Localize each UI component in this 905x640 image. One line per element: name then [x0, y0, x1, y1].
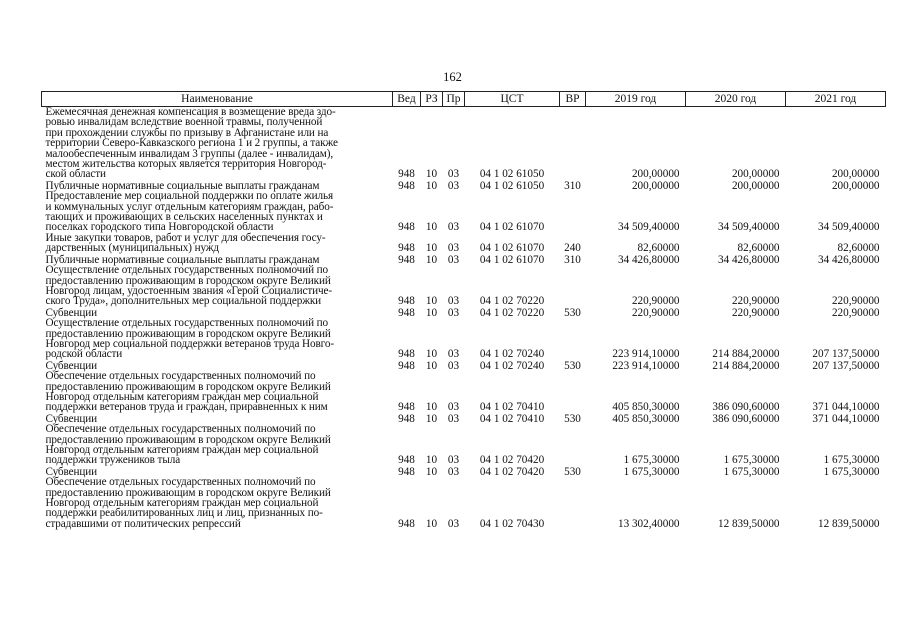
row-pr: 03 [447, 412, 460, 425]
table-body [42, 107, 886, 530]
row-2019: 34 509,40000 [617, 221, 680, 234]
row-name: Публичные нормативные социальные выплаты гражданам [45, 179, 320, 192]
row-2019: 200,00000 [631, 168, 680, 181]
row-vr: 530 [564, 306, 581, 319]
row-cst: 04 1 02 70410 [479, 401, 545, 414]
row-cst: 04 1 02 70220 [479, 306, 545, 319]
row-vr [560, 477, 586, 529]
table-row [42, 477, 886, 529]
table-row [42, 318, 886, 360]
row-name: Субвенции [45, 359, 98, 372]
row-ved: 948 [398, 412, 415, 425]
row-rz: 10 [425, 253, 438, 266]
row-name: Иные закупки товаров, работ и услуг для обеспечения госу- дарственных (муниципальных) нужд [45, 231, 326, 255]
row-2020: 386 090,60000 [712, 412, 780, 425]
row-2019: 223 914,10000 [612, 348, 680, 361]
table-row [42, 424, 886, 466]
row-vr: 530 [564, 359, 581, 372]
row-2020: 220,90000 [731, 295, 780, 308]
row-pr: 03 [447, 253, 460, 266]
row-cst: 04 1 02 70430 [479, 517, 545, 530]
row-2021: 200,00000 [831, 168, 880, 181]
row-2021: 12 839,50000 [817, 517, 880, 530]
row-rz: 10 [425, 295, 438, 308]
header-cst: ЦСТ [465, 92, 560, 107]
row-2019: 1 675,30000 [623, 465, 680, 478]
header-2021: 2021 год [786, 92, 886, 107]
row-2020: 82,60000 [737, 242, 780, 255]
row-ved: 948 [398, 179, 415, 192]
row-2020: 214 884,20000 [712, 359, 780, 372]
row-ved: 948 [398, 454, 415, 467]
row-cst: 04 1 02 70420 [479, 454, 545, 467]
row-cst: 04 1 02 70410 [479, 412, 545, 425]
header-name: Наименование [42, 92, 393, 107]
row-2021: 82,60000 [837, 242, 880, 255]
row-pr: 03 [447, 401, 460, 414]
row-cst: 04 1 02 61070 [479, 221, 545, 234]
row-2020: 34 509,40000 [717, 221, 780, 234]
row-vr [560, 265, 586, 307]
row-2019: 1 675,30000 [623, 454, 680, 467]
row-ved: 948 [398, 168, 415, 181]
row-vr [560, 191, 586, 233]
row-vr [560, 107, 586, 180]
row-rz: 10 [425, 359, 438, 372]
row-rz: 10 [425, 306, 438, 319]
row-2019: 34 426,80000 [617, 253, 680, 266]
row-2021: 1 675,30000 [823, 454, 880, 467]
row-pr: 03 [447, 168, 460, 181]
row-name: Обеспечение отдельных государственных полномочий по предоставлению проживающим в городском округе Великий Новгород отдельным категориям граждан мер социальной поддержки реабилитированных лиц и лиц, признанных по- страдавшими от политических репрессий [45, 476, 331, 530]
row-rz: 10 [425, 168, 438, 181]
row-2021: 34 509,40000 [817, 221, 880, 234]
row-pr: 03 [447, 295, 460, 308]
row-ved: 948 [398, 221, 415, 234]
row-pr: 03 [447, 242, 460, 255]
row-2020: 220,90000 [731, 306, 780, 319]
row-ved: 948 [398, 465, 415, 478]
row-ved: 948 [398, 306, 415, 319]
row-rz: 10 [425, 401, 438, 414]
row-pr: 03 [447, 465, 460, 478]
row-2021: 371 044,10000 [812, 401, 880, 414]
table-row [42, 265, 886, 307]
row-name: Осуществление отдельных государственных полномочий по предоставлению проживающим в городском округе Великий Новгород мер социальной поддержки ветеранов труда Новго- родской области [45, 317, 335, 361]
row-cst: 04 1 02 70420 [479, 465, 545, 478]
header-2019: 2019 год [586, 92, 686, 107]
row-rz: 10 [425, 179, 438, 192]
row-2021: 371 044,10000 [812, 412, 880, 425]
row-2019: 405 850,30000 [612, 412, 680, 425]
row-name: Предоставление мер социальной поддержки по оплате жилья и коммунальных услуг отдельным категориям граждан, рабо- тающих и проживающих в сельских населенных пунктах и поселках городского типа Новгородской области [45, 190, 334, 234]
row-2021: 34 426,80000 [817, 253, 880, 266]
header-rz: РЗ [421, 92, 443, 107]
row-name: Субвенции [45, 412, 98, 425]
row-2019: 82,60000 [637, 242, 680, 255]
row-vr [560, 318, 586, 360]
row-cst: 04 1 02 61050 [479, 179, 545, 192]
row-name: Публичные нормативные социальные выплаты гражданам [45, 253, 320, 266]
page-number: 162 [443, 70, 462, 84]
row-2019: 200,00000 [631, 179, 680, 192]
header-2020: 2020 год [686, 92, 786, 107]
row-ved: 948 [398, 517, 415, 530]
row-2019: 13 302,40000 [617, 517, 680, 530]
row-2021: 220,90000 [831, 295, 880, 308]
row-2021: 207 137,50000 [812, 348, 880, 361]
budget-table [41, 91, 886, 529]
row-pr: 03 [447, 348, 460, 361]
row-pr: 03 [447, 221, 460, 234]
row-ved: 948 [398, 295, 415, 308]
row-cst: 04 1 02 61070 [479, 242, 545, 255]
row-2020: 1 675,30000 [723, 454, 780, 467]
row-name: Субвенции [45, 465, 98, 478]
row-vr: 530 [564, 412, 581, 425]
row-vr: 310 [564, 179, 581, 192]
row-2021: 220,90000 [831, 306, 880, 319]
row-ved: 948 [398, 253, 415, 266]
row-ved: 948 [398, 359, 415, 372]
row-name: Обеспечение отдельных государственных полномочий по предоставлению проживающим в городском округе Великий Новгород отдельным категориям граждан мер социальной поддержки ветеранов труда и граждан, приравненных к ним [45, 370, 331, 414]
row-rz: 10 [425, 348, 438, 361]
row-2020: 34 426,80000 [717, 253, 780, 266]
row-2020: 1 675,30000 [723, 465, 780, 478]
table-row [42, 233, 886, 254]
row-pr: 03 [447, 179, 460, 192]
row-ved: 948 [398, 242, 415, 255]
row-cst: 04 1 02 61070 [479, 253, 545, 266]
row-cst: 04 1 02 61050 [479, 168, 545, 181]
row-ved: 948 [398, 401, 415, 414]
row-2019: 223 914,10000 [612, 359, 680, 372]
row-vr: 310 [564, 253, 581, 266]
row-rz: 10 [425, 412, 438, 425]
row-2020: 386 090,60000 [712, 401, 780, 414]
row-pr: 03 [447, 306, 460, 319]
table-header-row [42, 92, 886, 107]
row-2020: 12 839,50000 [717, 517, 780, 530]
row-ved: 948 [398, 348, 415, 361]
row-2021: 1 675,30000 [823, 465, 880, 478]
row-2019: 405 850,30000 [612, 401, 680, 414]
row-2019: 220,90000 [631, 295, 680, 308]
row-name: Осуществление отдельных государственных полномочий по предоставлению проживающим в городском округе Великий Новгород лицам, удостоенным звания «Герой Социалистиче- ского Труда», дополнительных мер социальной поддержки [45, 264, 333, 308]
row-cst: 04 1 02 70240 [479, 348, 545, 361]
header-vr: ВР [560, 92, 586, 107]
row-2020: 200,00000 [731, 168, 780, 181]
row-rz: 10 [425, 242, 438, 255]
row-name: Обеспечение отдельных государственных полномочий по предоставлению проживающим в городском округе Великий Новгород отдельным категориям граждан мер социальной поддержки тружеников тыла [45, 423, 331, 467]
row-2021: 200,00000 [831, 179, 880, 192]
row-pr: 03 [447, 454, 460, 467]
row-cst: 04 1 02 70220 [479, 295, 545, 308]
row-rz: 10 [425, 465, 438, 478]
table-row [42, 371, 886, 413]
row-2020: 214 884,20000 [712, 348, 780, 361]
row-vr [560, 371, 586, 413]
row-2020: 200,00000 [731, 179, 780, 192]
row-2021: 207 137,50000 [812, 359, 880, 372]
row-vr: 530 [564, 465, 581, 478]
row-pr: 03 [447, 517, 460, 530]
table-row [42, 191, 886, 233]
row-pr: 03 [447, 359, 460, 372]
header-ved: Вед [393, 92, 421, 107]
row-rz: 10 [425, 221, 438, 234]
row-name: Ежемесячная денежная компенсация в возмещение вреда здо- ровью инвалидам вследствие военной травмы, полученной при прохождении службы по призыву в Афганистане или на территории Северо-Кавказского региона 1 и 2 группы, а также малообеспеченным инвалидам 3 группы (далее - инвалидам), местом жительства которых является территория Новгород- ской области [45, 106, 338, 181]
header-pr: Пр [443, 92, 465, 107]
table-row [42, 107, 886, 180]
row-rz: 10 [425, 454, 438, 467]
row-name: Субвенции [45, 306, 98, 319]
row-rz: 10 [425, 517, 438, 530]
row-vr [560, 424, 586, 466]
row-cst: 04 1 02 70240 [479, 359, 545, 372]
row-vr: 240 [564, 242, 581, 255]
row-2019: 220,90000 [631, 306, 680, 319]
